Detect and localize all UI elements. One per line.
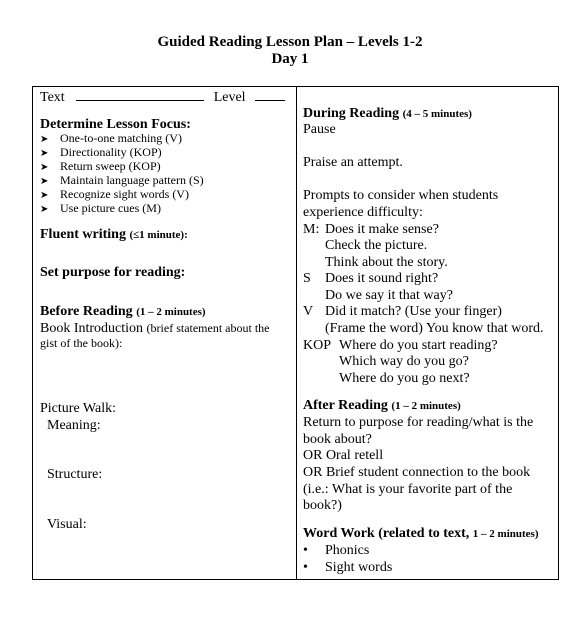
- focus-item: ➤ Return sweep (KOP): [40, 159, 161, 173]
- arrow-icon: ➤: [40, 148, 49, 159]
- after-reading-text: OR Brief student connection to the book: [303, 465, 531, 480]
- kop-prompt: Which way do you go?: [339, 354, 469, 369]
- word-work-item: • Phonics: [303, 543, 370, 558]
- focus-item: ➤ One-to-one matching (V): [40, 131, 182, 145]
- prompts-text: Prompts to consider when students: [303, 188, 499, 203]
- meaning-cue-label: M:: [303, 222, 320, 237]
- kop-cue-label: KOP: [303, 338, 332, 353]
- kop-prompt: Where do you start reading?: [339, 338, 498, 353]
- structure-prompt: Do we say it that way?: [325, 288, 453, 303]
- after-reading-text: (i.e.: What is your favorite part of the: [303, 482, 513, 497]
- praise-text: Praise an attempt.: [303, 155, 403, 170]
- meaning-label: Meaning:: [47, 418, 101, 433]
- after-reading-text: book?): [303, 498, 342, 513]
- kop-prompt: Where do you go next?: [339, 371, 470, 386]
- focus-item: ➤ Directionality (KOP): [40, 145, 162, 159]
- after-reading-text: OR Oral retell: [303, 448, 384, 463]
- book-introduction-note: gist of the book):: [40, 336, 123, 350]
- structure-prompt: Does it sound right?: [325, 271, 439, 286]
- visual-cue-label: V: [303, 304, 314, 319]
- text-field-row: [40, 88, 285, 106]
- word-work-item: • Sight words: [303, 560, 393, 575]
- meaning-prompt: Think about the story.: [325, 255, 448, 270]
- structure-label: Structure:: [47, 467, 103, 482]
- after-reading-text: Return to purpose for reading/what is the: [303, 415, 534, 430]
- focus-heading: Determine Lesson Focus:: [40, 117, 191, 132]
- purpose-heading: Set purpose for reading:: [40, 265, 186, 280]
- arrow-icon: ➤: [40, 176, 49, 187]
- word-work-heading: Word Work (related to text, 1 – 2 minutes): [303, 526, 539, 541]
- text-blank[interactable]: [76, 88, 204, 101]
- page-subtitle-day: Day 1: [271, 51, 309, 67]
- prompts-text: experience difficulty:: [303, 205, 423, 220]
- arrow-icon: ➤: [40, 134, 49, 145]
- page-title: Guided Reading Lesson Plan – Levels 1-2: [157, 34, 423, 50]
- focus-item: ➤ Recognize sight words (V): [40, 187, 189, 201]
- before-reading-heading: Before Reading (1 – 2 minutes): [40, 304, 206, 319]
- during-reading-heading: During Reading (4 – 5 minutes): [303, 106, 472, 121]
- structure-cue-label: S: [303, 271, 311, 286]
- bullet-icon: •: [303, 543, 308, 558]
- level-label: Level: [213, 90, 246, 105]
- bullet-icon: •: [303, 560, 308, 575]
- meaning-prompt: Does it make sense?: [325, 222, 439, 237]
- pause-text: Pause: [303, 122, 336, 137]
- focus-item: ➤ Use picture cues (M): [40, 201, 161, 215]
- after-reading-heading: After Reading (1 – 2 minutes): [303, 398, 461, 413]
- picture-walk-label: Picture Walk:: [40, 401, 116, 416]
- level-blank[interactable]: [255, 88, 285, 101]
- text-label: Text: [40, 90, 65, 105]
- arrow-icon: ➤: [40, 204, 49, 215]
- column-divider: [296, 86, 297, 580]
- arrow-icon: ➤: [40, 190, 49, 201]
- meaning-prompt: Check the picture.: [325, 238, 428, 253]
- fluent-writing-heading: Fluent writing (≤1 minute):: [40, 227, 188, 242]
- focus-item: ➤ Maintain language pattern (S): [40, 173, 204, 187]
- after-reading-text: book about?: [303, 432, 372, 447]
- visual-prompt: (Frame the word) You know that word.: [325, 321, 544, 336]
- visual-label: Visual:: [47, 517, 87, 532]
- visual-prompt: Did it match? (Use your finger): [325, 304, 502, 319]
- book-introduction: Book Introduction (brief statement about the: [40, 321, 270, 336]
- arrow-icon: ➤: [40, 162, 49, 173]
